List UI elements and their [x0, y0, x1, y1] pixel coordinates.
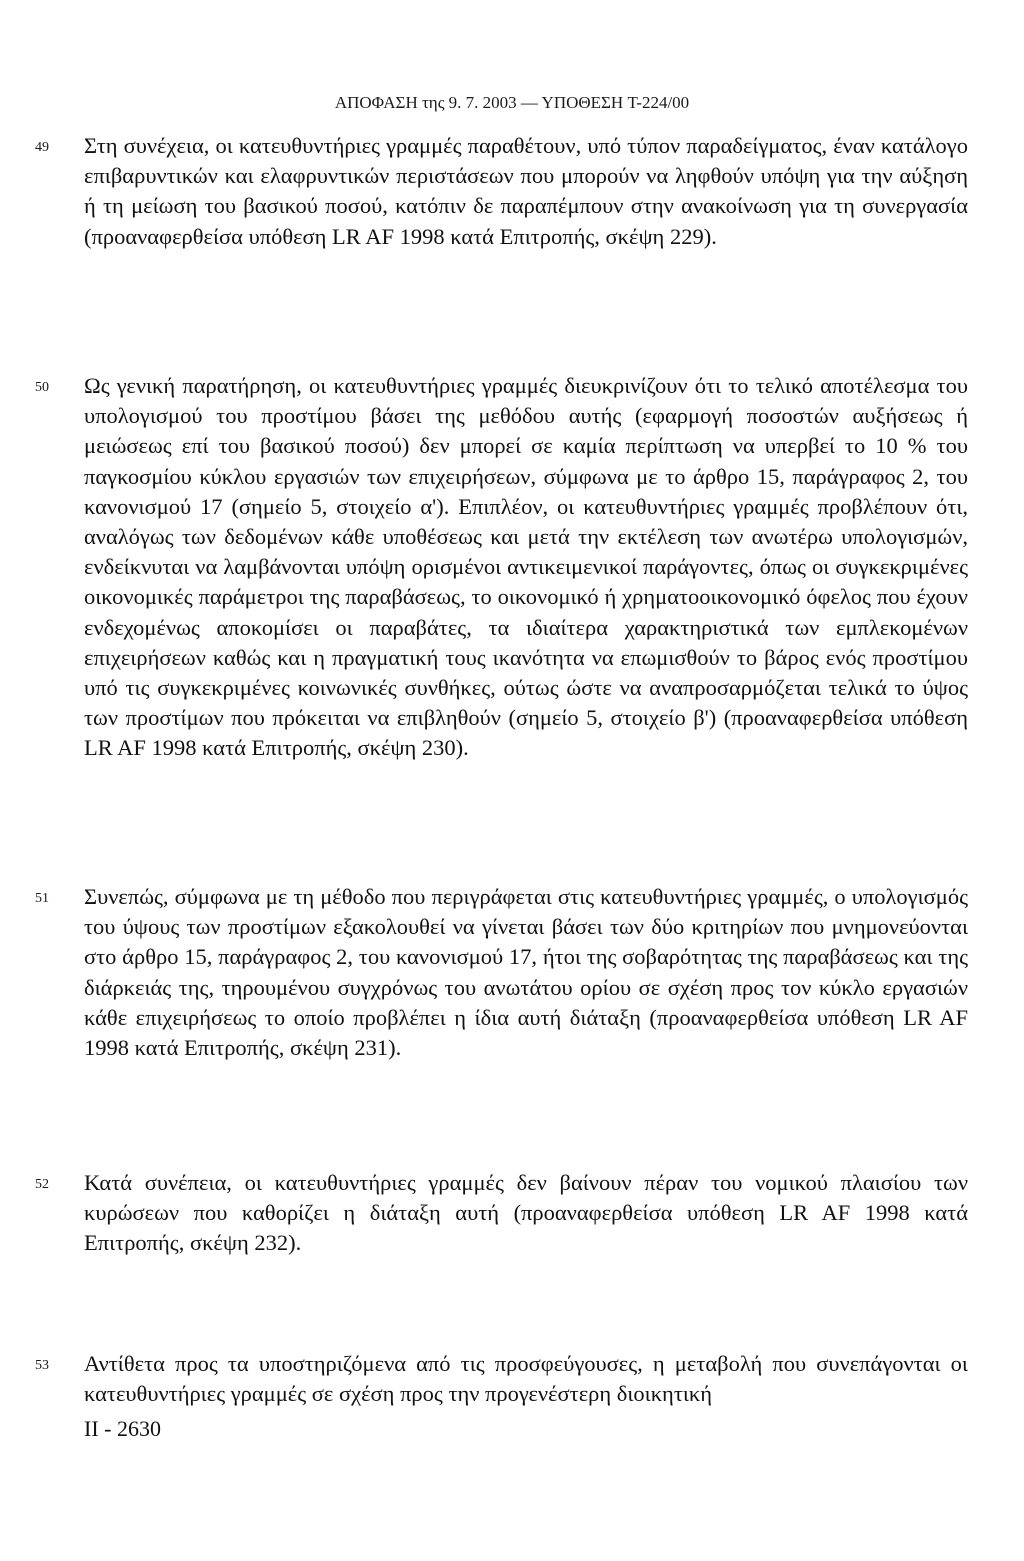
paragraph-53: Αντίθετα προς τα υποστηριζόμενα από τις προσφεύγουσες, η μεταβολή που συνεπάγονται οι κατευθυντήριες γραμμές σε σχέση προς την προγενέστερη διοικητική [84, 1351, 968, 1407]
paragraph-52: Κατά συνέπεια, οι κατευθυντήριες γραμμές δεν βαίνουν πέραν του νομικού πλαισίου των κυρώσεων που καθορίζει η διάταξη αυτή (προαναφερθείσα υπόθεση LR AF 1998 κατά Επιτροπής, σκέψη 232). [84, 1170, 968, 1256]
paragraph-number: 49 [35, 140, 49, 155]
paragraph-number: 50 [35, 380, 49, 395]
page-number: II - 2630 [84, 1416, 161, 1441]
paragraph-number: 53 [35, 1358, 49, 1373]
paragraph-51: Συνεπώς, σύμφωνα με τη μέθοδο που περιγράφεται στις κατευθυντήριες γραμμές, ο υπολογισμός του ύψους των προστίμων εξακολουθεί να γίνεται βάσει των δύο κριτηρίων που μνημονεύονται στο άρθρο 15, παράγραφος 2, του κανονισμού 17, ήτοι της σοβαρότητας της παραβάσεως και της διάρκειάς της, τηρουμένου συγχρόνως του ανωτάτου ορίου σε σχέση προς τον κύκλο εργασιών κάθε επιχειρήσεως το οποίο προβλέπει η ίδια αυτή διάταξη (προαναφερθείσα υπόθεση LR AF 1998 κατά Επιτροπής, σκέψη 231). [84, 884, 968, 1061]
paragraph-number: 51 [35, 891, 49, 906]
running-header: ΑΠΟΦΑΣΗ της 9. 7. 2003 — ΥΠΟΘΕΣΗ T-224/00 [334, 93, 690, 112]
paragraph-50: Ως γενική παρατήρηση, οι κατευθυντήριες γραμμές διευκρινίζουν ότι το τελικό αποτέλεσμα του υπολογισμού του προστίμου βάσει της μεθόδου αυτής (εφαρμογή ποσοστών αυξήσεως ή μειώσεως επί του βασικού ποσού) δεν μπορεί σε καμία περίπτωση να υπερβεί το 10 % του παγκοσμίου κύκλου εργασιών των επιχειρήσεων, σύμφωνα με το άρθρο 15, παράγραφος 2, του κανονισμού 17 (σημείο 5, στοιχείο α'). Επιπλέον, οι κατευθυντήριες γραμμές προβλέπουν ότι, αναλόγως των δεδομένων κάθε υποθέσεως και μετά την εκτέλεση των ανωτέρω υπολογισμών, ενδείκνυται να λαμβάνονται υπόψη ορισμένοι αντικειμενικοί παράγοντες, όπως οι συγκεκριμένες οικονομικές παράμετροι της παραβάσεως, το οικονομικό ή χρηματοοικονομικό όφελος που έχουν ενδεχομένως αποκομίσει οι παραβάτες, τα ιδιαίτερα χαρακτηριστικά των εμπλεκομένων επιχειρήσεων καθώς και η πραγματική τους ικανότητα να επωμισθούν το βάρος ενός προστίμου υπό τις συγκεκριμένες κοινωνικές συνθήκες, ούτως ώστε να αναπροσαρμόζεται τελικά το ύψος των προστίμων που πρόκειται να επιβληθούν (σημείο 5, στοιχείο β') (προαναφερθείσα υπόθεση LR AF 1998 κατά Επιτροπής, σκέψη 230). [84, 373, 968, 761]
paragraph-number: 52 [35, 1177, 49, 1192]
paragraph-49: Στη συνέχεια, οι κατευθυντήριες γραμμές παραθέτουν, υπό τύπον παραδείγματος, έναν κατάλογο επιβαρυντικών και ελαφρυντικών περιστάσεων που μπορούν να ληφθούν υπόψη για την αύξηση ή τη μείωση του βασικού ποσού, κατόπιν δε παραπέμπουν στην ανακοίνωση για τη συνεργασία (προαναφερθείσα υπόθεση LR AF 1998 κατά Επιτροπής, σκέψη 229). [84, 133, 968, 249]
